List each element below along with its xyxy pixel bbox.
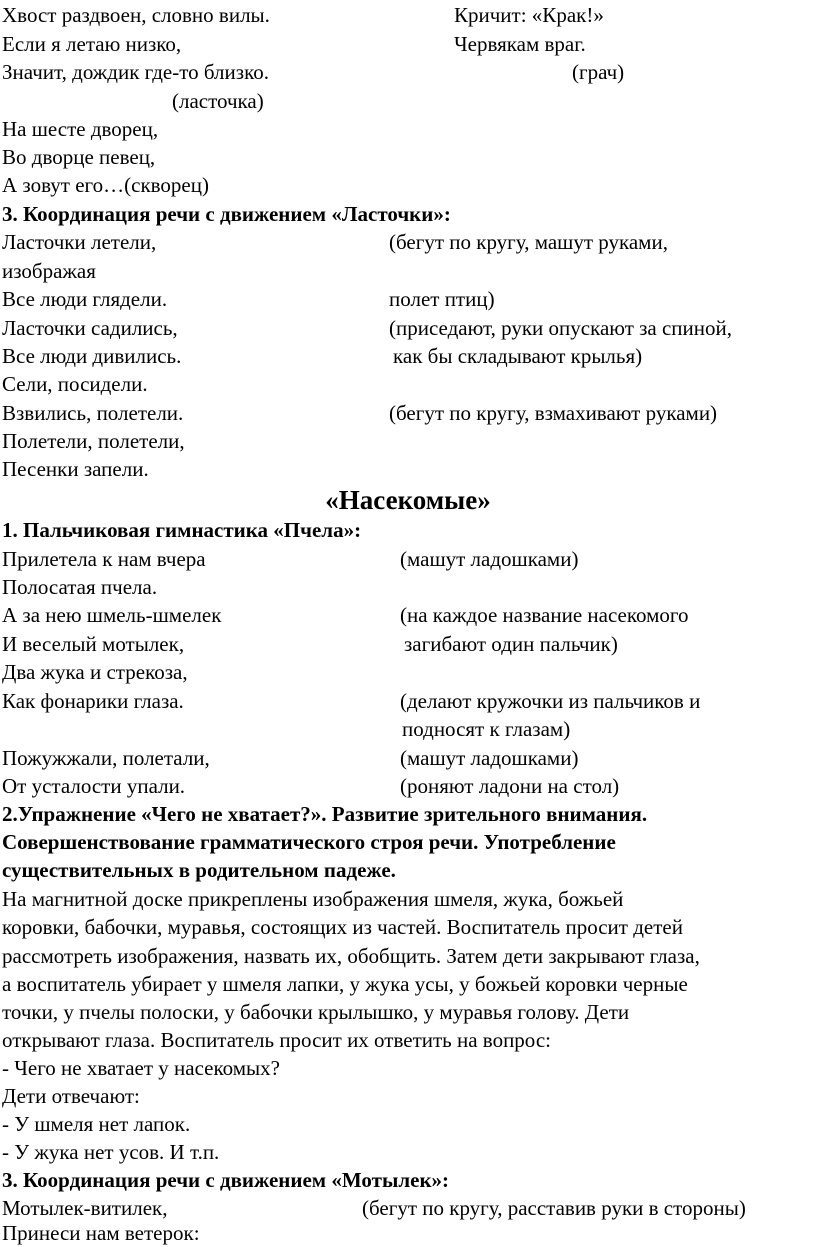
section-heading: существительных в родительном падеже. (2, 858, 396, 882)
section-heading: 2.Упражнение «Чего не хватает?». Развитие зрительного внимания. (2, 802, 648, 826)
verse-line: Ласточки летели, (2, 230, 157, 254)
verse-action: (машут ладошками) (400, 746, 579, 770)
verse-line: А за нею шмель-шмелек (2, 603, 222, 627)
verse-line: Прилетела к нам вчера (2, 547, 206, 571)
riddle-line: Во дворце певец, (2, 145, 156, 169)
paragraph-line: рассмотреть изображения, назвать их, обобщить. Затем дети закрывают глаза, (2, 944, 700, 968)
riddle-answer: (грач) (572, 60, 625, 84)
paragraph-line: а воспитатель убирает у шмеля лапки, у жука усы, у божьей коровки черные (2, 972, 688, 996)
verse-line: От усталости упали. (2, 774, 186, 798)
verse-line: Как фонарики глаза. (2, 689, 184, 713)
paragraph-line: На магнитной доске прикреплены изображения шмеля, жука, божьей (2, 887, 624, 911)
verse-line: Два жука и стрекоза, (2, 660, 188, 684)
paragraph-line: коровки, бабочки, муравья, состоящих из частей. Воспитатель просит детей (2, 915, 683, 939)
verse-action: (бегут по кругу, расставив руки в стороны) (362, 1196, 746, 1220)
verse-line: Полосатая пчела. (2, 575, 158, 599)
section-heading: 3. Координация речи с движением «Мотылек»: (2, 1168, 450, 1192)
verse-line: Ласточки садились, (2, 316, 178, 340)
verse-action: (бегут по кругу, машут руками, (389, 230, 668, 254)
verse-line: Все люди дивились. (2, 344, 182, 368)
section-heading: 1. Пальчиковая гимнастика «Пчела»: (2, 518, 362, 542)
verse-action: (машут ладошками) (400, 547, 579, 571)
riddle-line: Значит, дождик где-то близко. (2, 60, 269, 84)
riddle-line: На шесте дворец, (2, 117, 159, 141)
paragraph-line: - Чего не хватает у насекомых? (2, 1056, 280, 1080)
verse-action: (приседают, руки опускают за спиной, (389, 316, 733, 340)
paragraph-line: точки, у пчелы полоски, у бабочки крылышко, у муравья голову. Дети (2, 1000, 630, 1024)
paragraph-line: открывают глаза. Воспитатель просит их ответить на вопрос: (2, 1028, 551, 1052)
verse-line: Взвились, полетели. (2, 401, 184, 425)
riddle-line: Кричит: «Крак!» (454, 3, 604, 27)
verse-line: И веселый мотылек, (2, 632, 185, 656)
page-title: «Насекомые» (325, 485, 491, 515)
verse-action: как бы складывают крылья) (393, 344, 643, 368)
riddle-line: Хвост раздвоен, словно вилы. (2, 3, 270, 27)
paragraph-line: - У шмеля нет лапок. (2, 1112, 191, 1136)
paragraph-line: Дети отвечают: (2, 1084, 140, 1108)
verse-action: загибают один пальчик) (404, 632, 618, 656)
verse-line: Все люди глядели. (2, 287, 168, 311)
verse-action: полет птиц) (389, 287, 495, 311)
verse-line: Полетели, полетели, (2, 429, 185, 453)
verse-line: Сели, посидели. (2, 372, 148, 396)
riddle-line: Если я летаю низко, (2, 32, 182, 56)
verse-line: Мотылек-витилек, (2, 1196, 168, 1220)
section-heading: 3. Координация речи с движением «Ласточки»: (2, 202, 451, 226)
verse-line: изображая (2, 259, 96, 283)
verse-action: подносят к глазам) (402, 717, 571, 741)
paragraph-line: - У жука нет усов. И т.п. (2, 1140, 220, 1164)
verse-line: Принеси нам ветерок: (2, 1221, 200, 1245)
verse-action: (на каждое название насекомого (400, 603, 689, 627)
riddle-line: Червякам враг. (454, 32, 586, 56)
section-heading: Совершенствование грамматического строя речи. Употребление (2, 830, 616, 854)
verse-line: Пожужжали, полетали, (2, 746, 210, 770)
verse-action: (роняют ладони на стол) (400, 774, 620, 798)
verse-line: Песенки запели. (2, 457, 149, 481)
verse-action: (бегут по кругу, взмахивают руками) (389, 401, 718, 425)
riddle-line: А зовут его…(скворец) (2, 173, 209, 197)
verse-action: (делают кружочки из пальчиков и (400, 689, 701, 713)
riddle-answer: (ласточка) (172, 89, 264, 113)
